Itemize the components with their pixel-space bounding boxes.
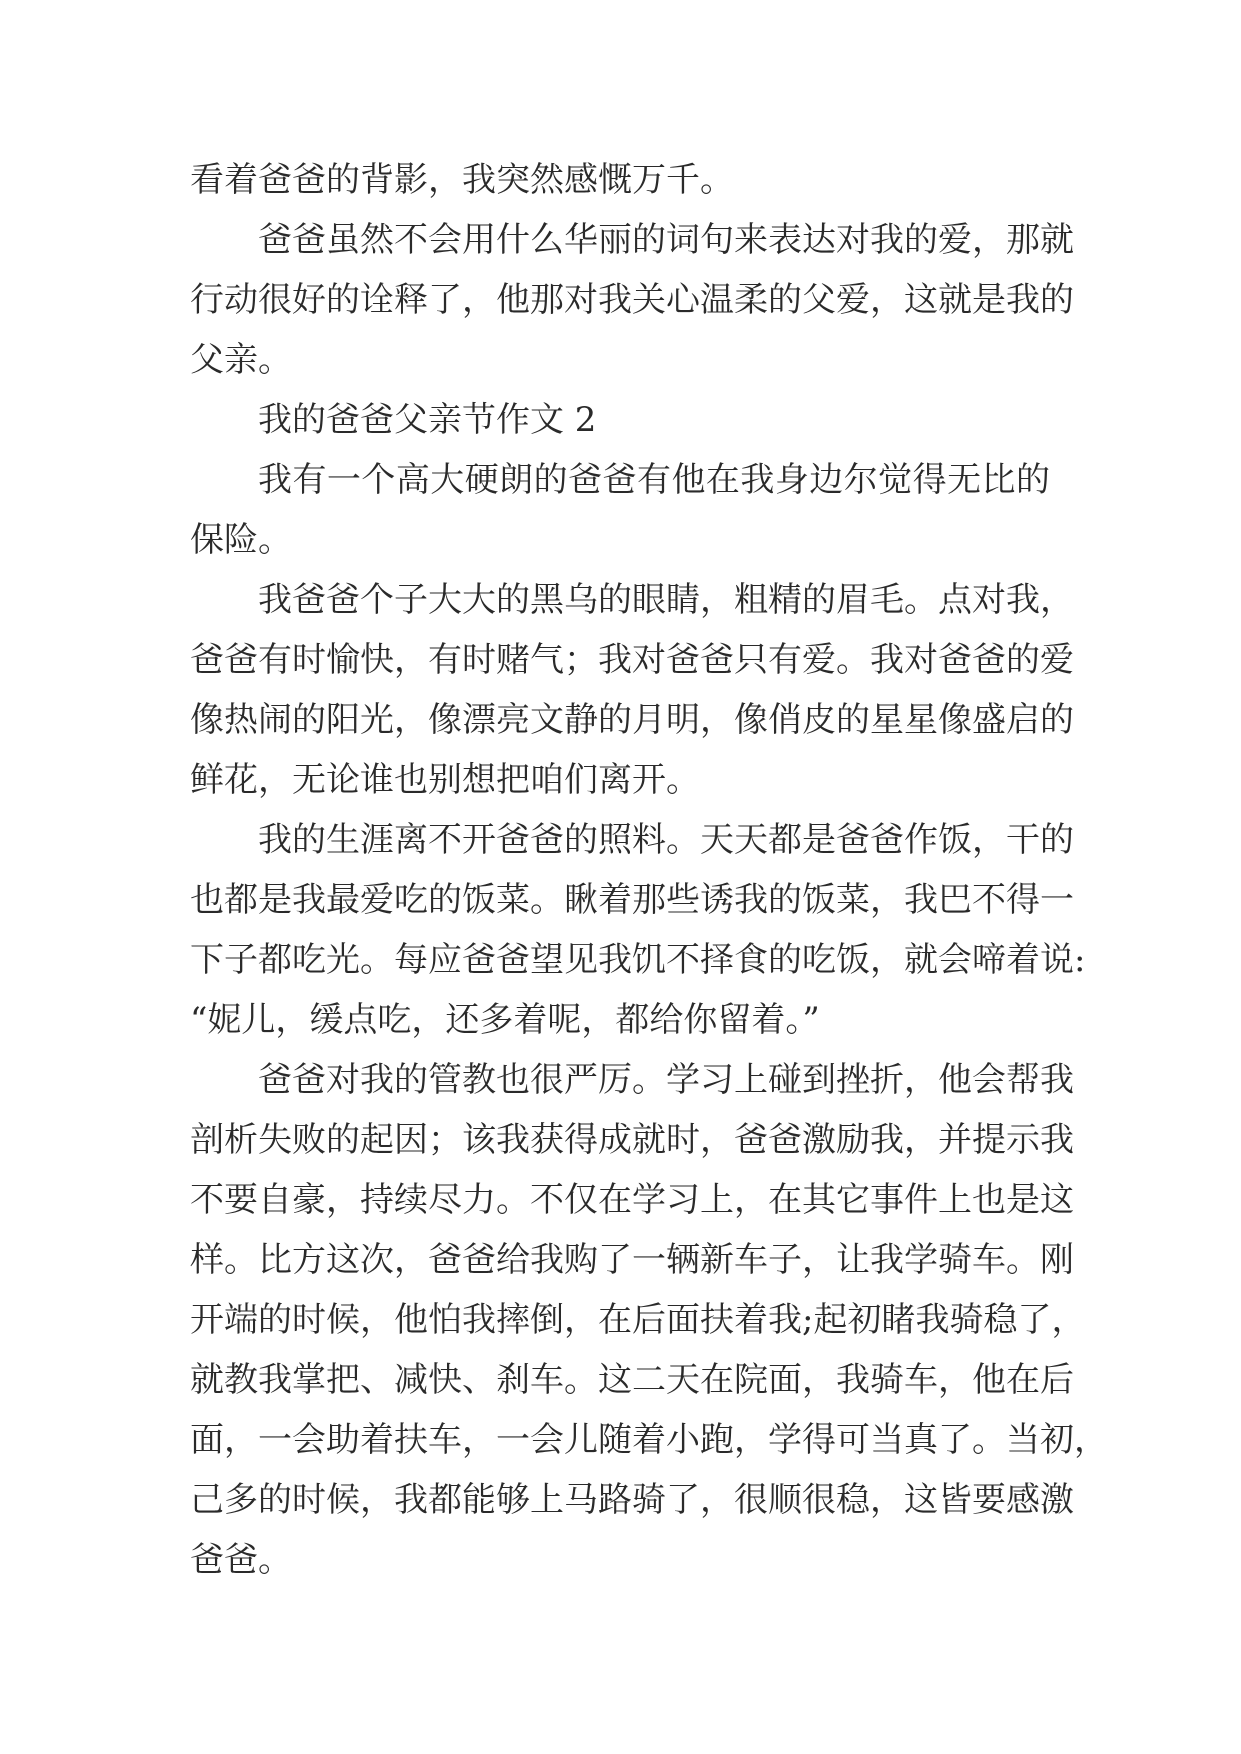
paragraph-first-line: 爸爸对我的管教也很严厉。学习上碰到挫折，他会帮我 [258,1060,1074,1100]
text-line: 样。比方这次，爸爸给我购了一辆新车子，让我学骑车。刚 [190,1240,1074,1280]
text-line: 鲜花，无论谁也别想把咱们离开。 [190,760,700,800]
text-line: 看着爸爸的背影，我突然感慨万千。 [190,160,734,200]
paragraph-first-line: 我爸爸个子大大的黑乌的眼睛，粗精的眉毛。点对我， [258,580,1074,620]
text-line: 爸爸有时愉快，有时赌气；我对爸爸只有爱。我对爸爸的爱 [190,640,1074,680]
text-line: 保险。 [190,520,292,560]
text-line: 剖析失败的起因；该我获得成就时，爸爸激励我，并提示我 [190,1120,1074,1160]
text-line: 父亲。 [190,340,292,380]
text-line: 就教我掌把、减快、刹车。这二天在院面，我骑车，他在后 [190,1360,1074,1400]
text-line: 面，一会助着扶车，一会儿随着小跑，学得可当真了。当初， [190,1420,1108,1460]
text-line: 己多的时候，我都能够上马路骑了，很顺很稳，这皆要感激 [190,1480,1074,1520]
paragraph-first-line: 爸爸虽然不会用什么华丽的词句来表达对我的爱，那就 [258,220,1074,260]
text-line: 也都是我最爱吃的饭菜。瞅着那些诱我的饭菜，我巴不得一 [190,880,1074,920]
text-line: “妮儿，缓点吃，还多着呢，都给你留着。” [190,1000,820,1040]
text-line: 下子都吃光。每应爸爸望见我饥不择食的吃饭，就会啼着说: [190,940,1086,980]
text-line: 像热闹的阳光，像漂亮文静的月明，像俏皮的星星像盛启的 [190,700,1074,740]
text-line: 不要自豪，持续尽力。不仅在学习上，在其它事件上也是这 [190,1180,1074,1220]
text-line: 行动很好的诠释了，他那对我关心温柔的父爱，这就是我的 [190,280,1074,320]
section-heading: 我的爸爸父亲节作文 2 [258,400,597,440]
paragraph-first-line: 我的生涯离不开爸爸的照料。天天都是爸爸作饭，干的 [258,820,1074,860]
paragraph-first-line: 我有一个高大硬朗的爸爸有他在我身边尔觉得无比的 [258,460,1050,500]
text-line: 开端的时候，他怕我摔倒，在后面扶着我;起初睹我骑稳了， [190,1300,1086,1340]
text-line: 爸爸。 [190,1540,292,1580]
